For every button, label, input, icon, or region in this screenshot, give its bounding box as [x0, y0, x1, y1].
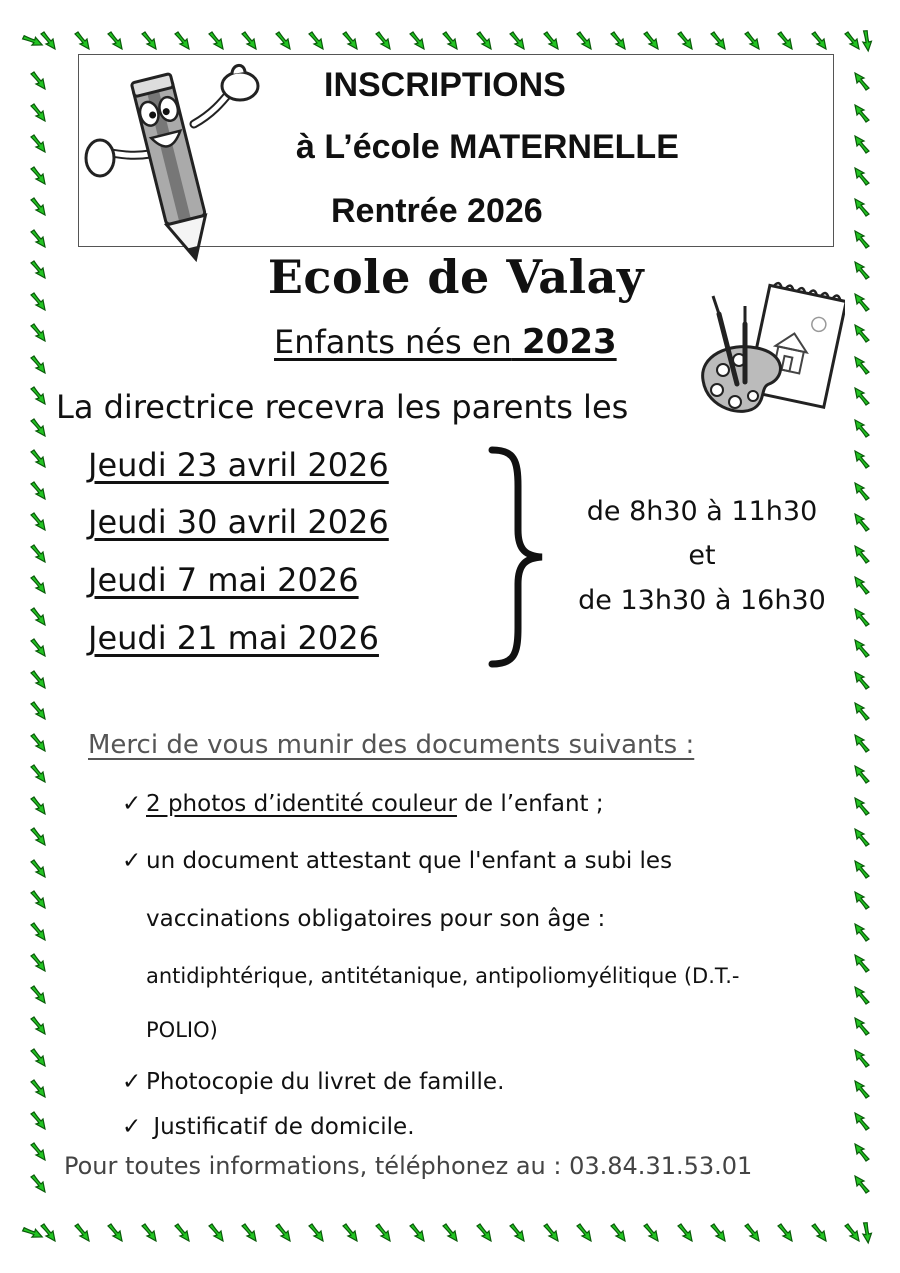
doc-domicile: Justificatif de domicile.	[153, 1114, 415, 1140]
green-arrow-icon	[28, 700, 50, 722]
green-arrow-icon	[708, 1222, 730, 1244]
green-arrow-icon	[850, 637, 872, 659]
green-arrow-icon	[28, 1078, 50, 1100]
green-arrow-icon	[28, 165, 50, 187]
hours-joiner: et	[688, 540, 716, 571]
green-arrow-icon	[28, 133, 50, 155]
birth-year-line	[274, 322, 617, 362]
date-2: Jeudi 30 avril 2026	[88, 503, 389, 541]
green-arrow-icon	[239, 1222, 261, 1244]
green-arrow-icon	[574, 1222, 596, 1244]
green-arrow-icon	[850, 133, 872, 155]
green-arrow-icon	[507, 1222, 529, 1244]
green-arrow-icon	[407, 30, 429, 52]
green-arrow-icon	[850, 322, 872, 344]
green-arrow-icon	[28, 1173, 50, 1195]
green-arrow-icon	[28, 102, 50, 124]
green-arrow-icon	[474, 30, 496, 52]
green-arrow-icon	[850, 354, 872, 376]
green-arrow-icon	[474, 1222, 496, 1244]
green-arrow-icon	[306, 1222, 328, 1244]
doc-vaccination-line2: vaccinations obligatoires pour son âge :	[146, 906, 606, 932]
green-arrow-icon	[742, 1222, 764, 1244]
green-arrow-icon	[608, 30, 630, 52]
date-1: Jeudi 23 avril 2026	[88, 446, 389, 484]
green-arrow-icon	[850, 543, 872, 565]
green-arrow-icon	[850, 952, 872, 974]
list-item	[122, 1114, 415, 1140]
green-arrow-icon	[675, 30, 697, 52]
green-arrow-icon	[206, 30, 228, 52]
green-arrow-icon	[28, 795, 50, 817]
green-arrow-icon	[139, 1222, 161, 1244]
green-arrow-icon	[641, 1222, 663, 1244]
green-arrow-icon	[850, 228, 872, 250]
green-arrow-icon	[742, 30, 764, 52]
green-arrow-icon	[850, 196, 872, 218]
green-arrow-icon	[850, 448, 872, 470]
curly-brace-icon	[486, 446, 546, 668]
green-arrow-icon	[28, 984, 50, 1006]
green-arrow-icon	[850, 417, 872, 439]
green-arrow-icon	[850, 889, 872, 911]
doc-vaccination-line3: antidiphtérique, antitétanique, antipoliomyélitique (D.T.-	[146, 964, 740, 988]
green-arrow-icon	[850, 826, 872, 848]
list-item	[122, 1069, 504, 1095]
green-arrow-icon	[850, 984, 872, 1006]
green-arrow-icon	[28, 1015, 50, 1037]
green-arrow-icon	[28, 574, 50, 596]
school-name: Ecole de Valay	[267, 250, 645, 304]
green-arrow-icon	[28, 826, 50, 848]
green-arrow-icon	[775, 30, 797, 52]
doc-livret: Photocopie du livret de famille.	[146, 1069, 505, 1095]
date-4: Jeudi 21 mai 2026	[88, 619, 379, 657]
check-icon: ✓	[122, 848, 142, 874]
green-arrow-icon	[105, 30, 127, 52]
green-arrow-icon	[28, 322, 50, 344]
green-arrow-icon	[28, 763, 50, 785]
green-arrow-icon	[507, 30, 529, 52]
green-arrow-icon	[373, 1222, 395, 1244]
green-arrow-icon	[28, 921, 50, 943]
green-arrow-icon	[28, 1141, 50, 1163]
green-arrow-icon	[407, 1222, 429, 1244]
intro-text: La directrice recevra les parents les	[56, 388, 629, 426]
green-arrow-icon	[28, 385, 50, 407]
list-item	[122, 791, 604, 817]
green-arrow-icon	[850, 763, 872, 785]
green-arrow-icon	[340, 1222, 362, 1244]
check-icon: ✓	[122, 1069, 142, 1095]
green-arrow-icon	[641, 30, 663, 52]
green-arrow-icon	[850, 669, 872, 691]
footer-contact: Pour toutes informations, téléphonez au : 03.84.31.53.01	[64, 1152, 753, 1180]
green-arrow-icon	[842, 1222, 864, 1244]
green-arrow-icon	[850, 385, 872, 407]
green-arrow-icon	[850, 1047, 872, 1069]
green-arrow-icon	[105, 1222, 127, 1244]
green-arrow-icon	[28, 511, 50, 533]
green-arrow-icon	[28, 637, 50, 659]
green-arrow-icon	[172, 30, 194, 52]
green-arrow-icon	[28, 858, 50, 880]
green-arrow-icon	[708, 30, 730, 52]
green-arrow-icon	[809, 1222, 831, 1244]
green-arrow-icon	[850, 1078, 872, 1100]
green-arrow-icon	[28, 952, 50, 974]
green-arrow-icon	[440, 1222, 462, 1244]
green-arrow-icon	[340, 30, 362, 52]
green-arrow-icon	[809, 30, 831, 52]
green-arrow-icon	[28, 606, 50, 628]
hours-morning: de 8h30 à 11h30	[586, 496, 818, 527]
green-arrow-icon	[28, 228, 50, 250]
birth-year-prefix: Enfants nés en	[274, 323, 512, 361]
green-arrow-icon	[273, 30, 295, 52]
green-arrow-icon	[852, 1218, 882, 1248]
pencil-mascot-icon	[82, 62, 267, 272]
green-arrow-icon	[38, 1222, 60, 1244]
doc-photos-underlined: 2 photos d’identité couleur	[146, 791, 457, 817]
green-arrow-icon	[72, 1222, 94, 1244]
birth-year-value: 2023	[522, 322, 617, 362]
green-arrow-icon	[775, 1222, 797, 1244]
green-arrow-icon	[850, 511, 872, 533]
green-arrow-icon	[850, 70, 872, 92]
paint-palette-icon	[695, 280, 845, 430]
doc-vaccination-line1: un document attestant que l'enfant a subi les	[146, 848, 673, 874]
green-arrow-icon	[28, 732, 50, 754]
header-title-school-type: à L’école MATERNELLE	[296, 128, 679, 166]
doc-vaccination-line4: POLIO)	[146, 1018, 218, 1042]
green-arrow-icon	[28, 417, 50, 439]
green-arrow-icon	[18, 1218, 48, 1248]
header-title-inscriptions: INSCRIPTIONS	[324, 66, 566, 104]
green-arrow-icon	[28, 1110, 50, 1132]
check-icon: ✓	[122, 1114, 142, 1140]
green-arrow-icon	[139, 30, 161, 52]
green-arrow-icon	[28, 889, 50, 911]
check-icon: ✓	[122, 791, 142, 817]
green-arrow-icon	[850, 1015, 872, 1037]
date-3: Jeudi 7 mai 2026	[88, 561, 359, 599]
green-arrow-icon	[306, 30, 328, 52]
green-arrow-icon	[440, 30, 462, 52]
green-arrow-icon	[72, 30, 94, 52]
green-arrow-icon	[18, 26, 48, 56]
green-arrow-icon	[172, 1222, 194, 1244]
green-arrow-icon	[608, 1222, 630, 1244]
green-arrow-icon	[850, 1173, 872, 1195]
green-arrow-icon	[273, 1222, 295, 1244]
list-item	[122, 848, 672, 874]
green-arrow-icon	[850, 1141, 872, 1163]
green-arrow-icon	[850, 858, 872, 880]
green-arrow-icon	[850, 574, 872, 596]
green-arrow-icon	[850, 921, 872, 943]
green-arrow-icon	[28, 669, 50, 691]
green-arrow-icon	[541, 30, 563, 52]
green-arrow-icon	[574, 30, 596, 52]
green-arrow-icon	[675, 1222, 697, 1244]
doc-photos-rest: de l’enfant ;	[456, 791, 604, 817]
green-arrow-icon	[850, 700, 872, 722]
green-arrow-icon	[850, 102, 872, 124]
green-arrow-icon	[28, 543, 50, 565]
header-title-rentree: Rentrée 2026	[331, 192, 543, 230]
green-arrow-icon	[28, 448, 50, 470]
green-arrow-icon	[28, 196, 50, 218]
green-arrow-icon	[38, 30, 60, 52]
green-arrow-icon	[206, 1222, 228, 1244]
green-arrow-icon	[842, 30, 864, 52]
green-arrow-icon	[850, 795, 872, 817]
green-arrow-icon	[28, 1047, 50, 1069]
green-arrow-icon	[850, 480, 872, 502]
green-arrow-icon	[239, 30, 261, 52]
green-arrow-icon	[373, 30, 395, 52]
hours-afternoon: de 13h30 à 16h30	[578, 585, 826, 616]
green-arrow-icon	[850, 165, 872, 187]
green-arrow-icon	[852, 26, 882, 56]
green-arrow-icon	[850, 732, 872, 754]
green-arrow-icon	[850, 1110, 872, 1132]
green-arrow-icon	[28, 480, 50, 502]
green-arrow-icon	[28, 70, 50, 92]
green-arrow-icon	[850, 606, 872, 628]
documents-heading: Merci de vous munir des documents suivants :	[88, 730, 695, 760]
green-arrow-icon	[541, 1222, 563, 1244]
green-arrow-icon	[28, 354, 50, 376]
